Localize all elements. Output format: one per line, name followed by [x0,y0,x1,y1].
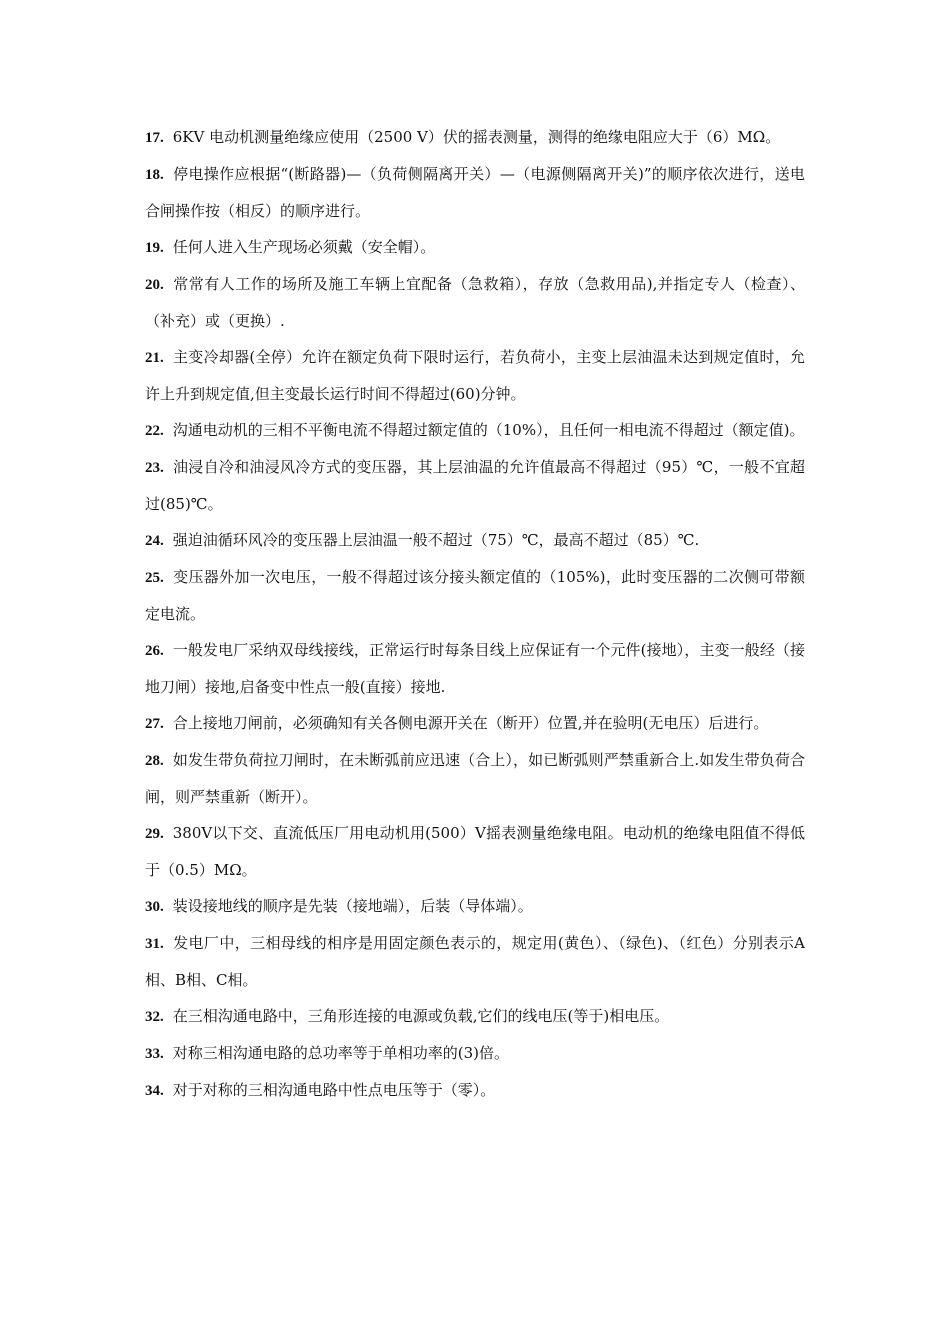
list-item [145,815,805,888]
item-number: 25. [145,570,164,586]
list-item [145,412,805,449]
item-text: 沟通电动机的三相不平衡电流不得超过额定值的（10%），且任何一相电流不得超过（额定值)。 [172,421,805,439]
item-number: 17. [145,130,164,146]
item-text: 强迫油循环风冷的变压器上层油温一般不超过（75）℃，最高不超过（85）℃. [172,531,700,549]
item-number: 20. [145,277,164,293]
list-item [145,1072,805,1109]
item-text: 一般发电厂采纳双母线接线，正常运行时每条目线上应保证有一个元件(接地），主变一般经（接地刀闸）接地,启备变中性点一般(直接）接地. [145,641,805,696]
item-number: 26. [145,643,164,659]
list-item [145,229,805,266]
list-item [145,1035,805,1072]
list-item [145,339,805,412]
list-item [145,705,805,742]
list-item [145,266,805,339]
item-number: 24. [145,533,164,549]
document-page [145,119,805,1109]
item-text: 合上接地刀闸前，必须确知有关各侧电源开关在（断开）位置,并在验明(无电压）后进行。 [172,714,769,732]
item-text: 如发生带负荷拉刀闸时，在未断弧前应迅速（合上），如已断弧则严禁重新合上.如发生带负荷合闸，则严禁重新（断开）。 [145,751,805,806]
item-text: 在三相沟通电路中，三角形连接的电源或负载,它们的线电压(等于)相电压。 [172,1007,670,1025]
item-text: 对于对称的三相沟通电路中性点电压等于（零）。 [172,1081,496,1099]
item-text: 油浸自冷和油浸风冷方式的变压器，其上层油温的允许值最高不得超过（95）℃，一般不宜超过(85)℃。 [145,458,805,513]
list-item [145,742,805,815]
item-number: 30. [145,899,164,915]
item-number: 31. [145,936,164,952]
item-number: 28. [145,753,164,769]
item-number: 19. [145,240,164,256]
item-number: 22. [145,423,164,439]
list-item [145,156,805,229]
item-number: 29. [145,826,164,842]
list-item [145,925,805,998]
list-item [145,998,805,1035]
item-text: 主变冷却器(全停）允许在额定负荷下限时运行，若负荷小，主变上层油温未达到规定值时，允许上升到规定值,但主变最长运行时间不得超过(60)分钟。 [145,348,805,403]
item-text: 变压器外加一次电压，一般不得超过该分接头额定值的（105%)，此时变压器的二次侧可带额定电流。 [145,568,805,623]
item-number: 23. [145,460,164,476]
item-text: 任何人进入生产现场必须戴（安全帽）。 [172,238,436,256]
list-item [145,522,805,559]
list-item [145,632,805,705]
list-item [145,559,805,632]
item-text: 停电操作应根据“(断路器)—（负荷侧隔离开关）—（电源侧隔离开关)”的顺序依次进行，送电合闸操作按（相反）的顺序进行。 [145,165,805,220]
item-number: 34. [145,1083,164,1099]
item-text: 对称三相沟通电路的总功率等于单相功率的(3)倍。 [172,1044,509,1062]
list-item [145,119,805,156]
item-text: 6KV 电动机测量绝缘应使用（2500 V）伏的摇表测量，测得的绝缘电阻应大于（6）MΩ。 [172,128,781,146]
list-item [145,449,805,522]
item-number: 33. [145,1046,164,1062]
item-text: 380V以下交、直流低压厂用电动机用(500）V摇表测量绝缘电阻。电动机的绝缘电阻值不得低于（0.5）MΩ。 [145,824,805,879]
item-number: 27. [145,716,164,732]
item-number: 18. [145,167,164,183]
item-text: 常常有人工作的场所及施工车辆上宜配备（急救箱），存放（急救用品),并指定专人（检查）、（补充）或（更换）. [145,275,805,330]
item-number: 32. [145,1009,164,1025]
item-text: 发电厂中，三相母线的相序是用固定颜色表示的，规定用(黄色）、（绿色)、（红色）分别表示A相、B相、C相。 [145,934,805,989]
item-text: 装设接地线的顺序是先装（接地端），后装（导体端）。 [172,897,533,915]
list-item [145,888,805,925]
item-number: 21. [145,350,164,366]
